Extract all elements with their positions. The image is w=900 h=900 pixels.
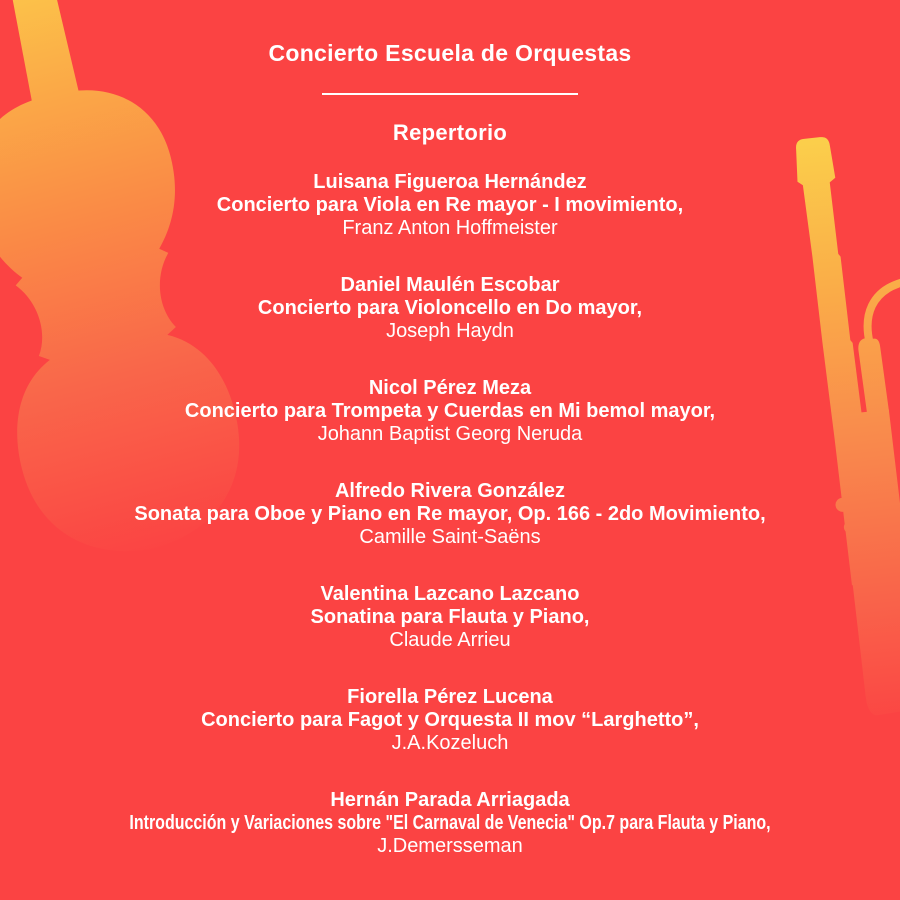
- title-divider: [322, 93, 578, 95]
- composer-name: Franz Anton Hoffmeister: [342, 217, 558, 239]
- piece-title: Concierto para Viola en Re mayor - I movimiento,: [216, 194, 684, 216]
- piece-title: Concierto para Violoncello en Do mayor,: [257, 297, 643, 319]
- section-heading: Repertorio: [392, 120, 508, 145]
- composer-name: Joseph Haydn: [386, 320, 514, 342]
- performer-name: Luisana Figueroa Hernández: [313, 171, 587, 193]
- performer-name: Daniel Maulén Escobar: [340, 274, 560, 296]
- piece-title: Sonata para Oboe y Piano en Re mayor, Op. 166 - 2do Movimiento,: [134, 503, 766, 525]
- composer-name: J.Demersseman: [377, 835, 523, 857]
- composer-name: Johann Baptist Georg Neruda: [317, 423, 583, 445]
- repertoire-entry: [0, 789, 900, 858]
- performer-name: Fiorella Pérez Lucena: [347, 686, 553, 708]
- repertoire-entry: [0, 686, 900, 755]
- performer-name: Alfredo Rivera González: [334, 480, 566, 502]
- repertoire-entry: [0, 377, 900, 446]
- repertoire-entry: [0, 274, 900, 343]
- piece-title: Introducción y Variaciones sobre "El Carnaval de Venecia" Op.7 para Flauta y Piano,: [129, 812, 771, 834]
- repertoire-entry: [0, 171, 900, 240]
- piece-title: Concierto para Trompeta y Cuerdas en Mi bemol mayor,: [184, 400, 716, 422]
- composer-name: Claude Arrieu: [389, 629, 511, 651]
- page-title: Concierto Escuela de Orquestas: [268, 40, 632, 66]
- piece-title: Concierto para Fagot y Orquesta II mov “Larghetto”,: [201, 709, 699, 731]
- repertoire-entry: [0, 480, 900, 549]
- repertoire-list: [0, 171, 900, 892]
- composer-name: J.A.Kozeluch: [391, 732, 509, 754]
- piece-title: Sonatina para Flauta y Piano,: [310, 606, 590, 628]
- repertoire-entry: [0, 583, 900, 652]
- performer-name: Valentina Lazcano Lazcano: [320, 583, 580, 605]
- performer-name: Nicol Pérez Meza: [368, 377, 532, 399]
- composer-name: Camille Saint-Saëns: [359, 526, 541, 548]
- performer-name: Hernán Parada Arriagada: [330, 789, 570, 811]
